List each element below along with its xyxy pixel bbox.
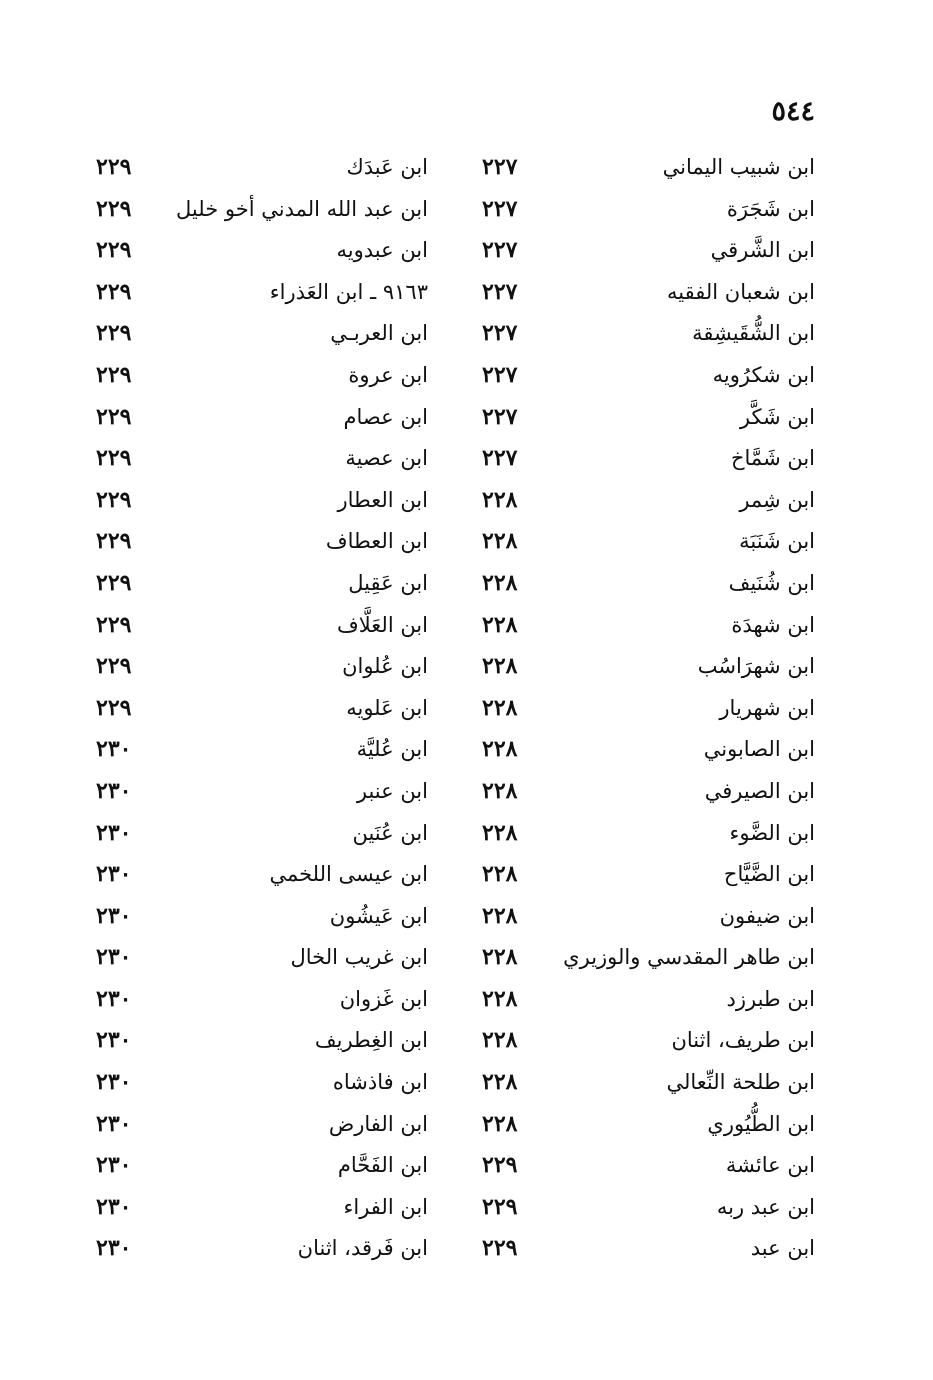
index-entry-page: ٢٣٠	[96, 944, 132, 971]
index-entry-page: ٢٣٠	[96, 1193, 132, 1220]
index-entry-name: ابن طلحة النِّعالي	[666, 1070, 815, 1095]
index-entry-page: ٢٢٨	[482, 1069, 518, 1096]
index-entry-name: ابن فَرقد، اثنان	[297, 1236, 428, 1261]
index-entry-name: ابن العربـي	[330, 321, 428, 346]
index-entry-name: ابن شهرَاسُب	[697, 654, 815, 679]
index-entry-page: ٢٢٩	[96, 694, 132, 721]
index-entry-page: ٢٢٩	[96, 361, 132, 388]
index-entry-name: ابن الصيرفي	[704, 778, 815, 803]
index-row	[0, 481, 933, 523]
index-entry-page: ٢٢٨	[482, 653, 518, 680]
index-entry-page: ٢٢٨	[482, 1027, 518, 1054]
index-entry-page: ٢٢٩	[482, 1193, 518, 1220]
index-entry-name: ابن عبد ربه	[716, 1194, 815, 1219]
index-row	[0, 314, 933, 356]
index-entry-name: ابن شعبان الفقيه	[667, 279, 815, 304]
index-entry-page: ٢٢٧	[482, 237, 518, 264]
index-entry-page: ٢٢٨	[482, 569, 518, 596]
index-row	[0, 273, 933, 315]
index-entry-name: ابن الفَحَّام	[337, 1153, 428, 1178]
index-entry-name: ابن عَيشُون	[329, 903, 428, 928]
index-entry-page: ٢٢٩	[96, 237, 132, 264]
index-entry-name: ابن الشَّرقي	[710, 238, 815, 263]
index-row	[0, 1105, 933, 1147]
index-entry-page: ٢٢٧	[482, 403, 518, 430]
index-entry-page: ٢٢٩	[96, 528, 132, 555]
index-entry-page: ٢٢٩	[96, 611, 132, 638]
index-entry-page: ٢٣٠	[96, 861, 132, 888]
index-entry-page: ٢٢٩	[96, 154, 132, 180]
index-entry-name: ابن الضَّوء	[729, 820, 815, 845]
index-entry-name: ابن عُليَّة	[356, 737, 428, 762]
index-entry-page: ٢٢٩	[482, 1152, 518, 1179]
index-entry-page: ٢٣٠	[96, 902, 132, 929]
index-entry-page: ٢٢٨	[482, 861, 518, 888]
index-row	[0, 980, 933, 1022]
index-entry-name: ابن طاهر المقدسي والوزيري	[563, 945, 815, 970]
index-table	[0, 148, 933, 1271]
index-row	[0, 897, 933, 939]
index-entry-name: ابن الصابوني	[703, 737, 815, 762]
index-entry-name: ابن عَقِيل	[348, 570, 428, 595]
index-entry-name: ابن شَمَّاخ	[730, 446, 815, 471]
index-entry-page: ٢٣٠	[96, 1069, 132, 1096]
index-row	[0, 398, 933, 440]
index-row	[0, 356, 933, 398]
index-entry-name: ابن عُنَين	[352, 820, 428, 845]
index-row	[0, 1021, 933, 1063]
index-entry-page: ٢٢٧	[482, 195, 518, 222]
index-row	[0, 689, 933, 731]
index-entry-name: ابن العطار	[337, 487, 428, 512]
index-entry-page: ٢٣٠	[96, 819, 132, 846]
index-entry-name: ابن غريب الخال	[290, 945, 428, 970]
index-entry-name: ابن الفراء	[343, 1194, 428, 1219]
index-entry-page: ٢٣٠	[96, 777, 132, 804]
index-row	[0, 1146, 933, 1188]
index-entry-page: ٢٢٨	[482, 944, 518, 971]
index-entry-page: ٢٢٩	[96, 320, 132, 347]
index-entry-page: ٢٢٧	[482, 361, 518, 388]
index-entry-page: ٢٣٠	[96, 1152, 132, 1179]
index-entry-page: ٢٢٧	[482, 154, 518, 180]
index-row	[0, 606, 933, 648]
index-row	[0, 564, 933, 606]
index-row	[0, 938, 933, 980]
index-entry-page: ٢٣٠	[96, 985, 132, 1012]
index-entry-name: ابن شِمر	[739, 487, 815, 512]
index-entry-name: ابن عَلويه	[346, 695, 428, 720]
index-entry-name: ابن عيسى اللخمي	[269, 862, 428, 887]
index-entry-name: ابن شكرُويه	[712, 362, 815, 387]
index-row	[0, 1188, 933, 1230]
index-entry-name: ابن شُنَيف	[728, 570, 815, 595]
page-number: ٥٤٤	[771, 96, 815, 127]
index-entry-name: ابن عُلوان	[342, 654, 428, 679]
index-entry-page: ٢٢٨	[482, 1110, 518, 1137]
index-entry-page: ٢٢٩	[96, 569, 132, 596]
index-entry-name: ابن الفارض	[328, 1111, 428, 1136]
index-entry-page: ٢٢٩	[96, 486, 132, 513]
index-row	[0, 231, 933, 273]
index-entry-page: ٢٢٨	[482, 486, 518, 513]
index-row	[0, 522, 933, 564]
index-entry-name: ابن طبرزد	[726, 986, 815, 1011]
index-entry-page: ٢٢٧	[482, 278, 518, 305]
index-entry-page: ٢٢٨	[482, 528, 518, 555]
index-row	[0, 814, 933, 856]
index-entry-page: ٢٣٠	[96, 1027, 132, 1054]
index-entry-name: ابن عَبدَك	[346, 155, 428, 179]
index-row	[0, 855, 933, 897]
index-row	[0, 1229, 933, 1271]
index-row	[0, 190, 933, 232]
index-entry-page: ٢٢٨	[482, 611, 518, 638]
index-entry-name: ابن عبدويه	[336, 238, 428, 263]
index-entry-name: ابن عنبر	[356, 778, 428, 803]
index-entry-name: ابن العَلَّاف	[336, 612, 428, 637]
index-row	[0, 148, 933, 190]
index-entry-name: ابن ضيفون	[719, 903, 815, 928]
index-entry-name: ابن الضَّيَّاح	[723, 862, 815, 887]
index-entry-name: ابن شَجَرَة	[726, 196, 815, 221]
index-entry-name: ابن طريف، اثنان	[671, 1028, 815, 1053]
index-entry-name: ٩١٦٣ ـ ابن العَذراء	[269, 279, 428, 304]
index-row	[0, 439, 933, 481]
index-entry-name: ابن شهدَة	[731, 612, 815, 637]
index-entry-name: ابن شهريار	[719, 695, 815, 720]
index-entry-name: ابن شَنَبَة	[739, 529, 815, 554]
index-entry-name: ابن عصام	[343, 404, 428, 429]
index-row	[0, 1063, 933, 1105]
index-entry-name: ابن عائشة	[725, 1153, 815, 1178]
index-entry-page: ٢٢٩	[96, 653, 132, 680]
index-entry-page: ٢٢٨	[482, 902, 518, 929]
index-entry-page: ٢٢٩	[96, 403, 132, 430]
index-row	[0, 647, 933, 689]
index-entry-page: ٢٢٨	[482, 985, 518, 1012]
index-row	[0, 730, 933, 772]
index-entry-name: ابن عصية	[345, 446, 428, 471]
index-entry-name: ابن فاذشاه	[332, 1070, 428, 1095]
index-entry-name: ابن الطُّيُوري	[707, 1111, 815, 1136]
index-entry-page: ٢٢٨	[482, 736, 518, 763]
index-entry-name: ابن شَكَّر	[739, 404, 815, 429]
index-row	[0, 772, 933, 814]
index-entry-page: ٢٣٠	[96, 1110, 132, 1137]
index-entry-name: ابن الغِطريف	[314, 1028, 428, 1053]
index-entry-page: ٢٢٨	[482, 819, 518, 846]
index-entry-page: ٢٢٩	[482, 1235, 518, 1262]
index-entry-page: ٢٣٠	[96, 736, 132, 763]
index-entry-page: ٢٢٨	[482, 694, 518, 721]
index-entry-name: ابن عبد الله المدني أخو خليل	[176, 196, 428, 221]
index-entry-name: ابن الشُّقَيشِقة	[692, 321, 815, 346]
index-entry-name: ابن غَزوان	[339, 986, 428, 1011]
index-entry-page: ٢٢٩	[96, 195, 132, 222]
index-entry-page: ٢٢٩	[96, 278, 132, 305]
index-entry-name: ابن عروة	[348, 362, 428, 387]
index-entry-page: ٢٢٩	[96, 445, 132, 472]
index-entry-name: ابن شبيب اليماني	[662, 155, 815, 179]
index-entry-name: ابن عبد	[750, 1236, 815, 1261]
index-entry-page: ٢٢٧	[482, 320, 518, 347]
index-entry-page: ٢٣٠	[96, 1235, 132, 1262]
index-entry-page: ٢٢٨	[482, 777, 518, 804]
index-entry-name: ابن العطاف	[325, 529, 428, 554]
index-entry-page: ٢٢٧	[482, 445, 518, 472]
